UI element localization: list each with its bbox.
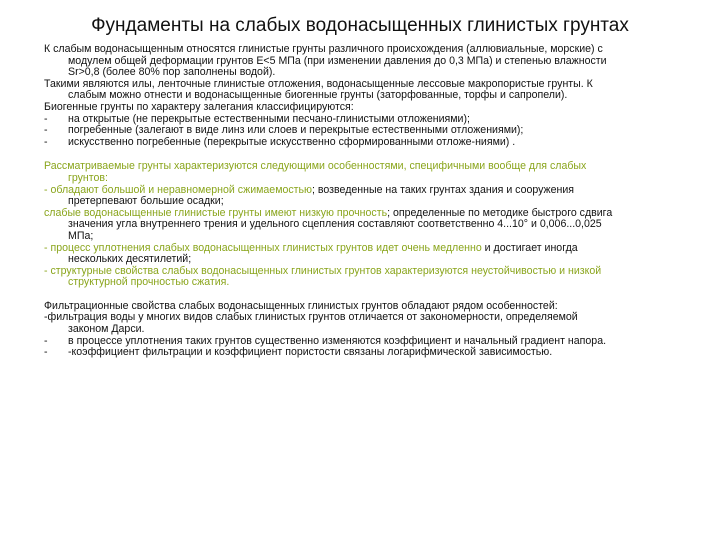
feature-consolidation-cont: нескольких десятилетий; (68, 253, 192, 266)
filtration-heading: Фильтрационные свойства слабых водонасыщенных глинистых грунтов обладают рядом особенностей: (44, 299, 558, 312)
filtration-darcy-cont: законом Дарси. (68, 323, 145, 336)
filtration-darcy: -фильтрация воды у многих видов слабых глинистых грунтов отличается от закономерности, определяемой (44, 311, 578, 324)
feature-highlight: - обладают большой и неравномерной сжимаемостью (44, 183, 312, 196)
features-block (44, 161, 694, 289)
feature-structure: - структурные свойства слабых водонасыщенных глинистых грунтов характеризуются неустойчивостью и низкой (44, 264, 602, 277)
bullet-dash: - (44, 334, 48, 347)
feature-text: ; возведенные на таких грунтах здания и сооружения (312, 183, 575, 196)
features-intro-line-2: грунтов: (68, 171, 108, 184)
feature-compressibility-cont: претерпевают большие осадки; (68, 195, 224, 208)
bullet-text: погребенные (залегают в виде линз или слоев и перекрытые естественными отложениями); (68, 124, 524, 137)
features-intro-line-1: Рассматриваемые грунты характеризуются следующими особенностями, специфичными вообще для слабых (44, 160, 587, 173)
bullet-dash: - (44, 124, 48, 137)
bullet-text: в процессе уплотнения таких грунтов существенно изменяются коэффициент и начальный градиент напора. (68, 334, 607, 347)
definition-line-1: К слабым водонасыщенным относятся глинистые грунты различного происхождения (аллювиальные, морские) с (44, 43, 603, 55)
definition-line-3: Sr>0,8 (более 80% пор заполнены водой). (68, 66, 276, 79)
classification-item-buried (44, 125, 694, 137)
examples-line-1: Такими являются илы, ленточные глинистые отложения, водонасыщенные лессовые макропористые грунты. К (44, 77, 593, 90)
bullet-text: -коэффициент фильтрации и коэффициент пористости связаны логарифмической зависимостью. (68, 346, 553, 359)
feature-structure-cont: структурной прочностью сжатия. (68, 276, 230, 289)
bullet-text: на открытые (не перекрытые естественными песчано-глинистыми отложениями); (68, 112, 470, 125)
examples-line-2: слабым можно отнести и водонасыщенные биогенные грунты (заторфованные, торфы и сапропели). (68, 89, 568, 102)
feature-text: ; определенные по методике быстрого сдвига (387, 206, 613, 219)
definition-block (44, 44, 694, 148)
classification-item-artificial (44, 137, 694, 149)
feature-strength-cont: значения угла внутреннего трения и удельного сцепления составляют соответственно 4...10° и 0,006...0,025 (68, 218, 602, 231)
filtration-item-coefficient (44, 347, 694, 359)
filtration-block (44, 301, 694, 359)
bullet-dash: - (44, 112, 48, 125)
slide-body (44, 44, 694, 359)
feature-text: и достигает иногда (481, 241, 578, 254)
definition-line-2: модулем общей деформации грунтов Е<5 МПа (при изменении давления до 0,3 МПа) и степенью влажности (68, 54, 607, 67)
slide-title: Фундаменты на слабых водонасыщенных глинистых грунтах (91, 15, 629, 36)
feature-highlight: слабые водонасыщенные глинистые грунты имеют низкую прочность (44, 206, 388, 219)
feature-highlight: - процесс уплотнения слабых водонасыщенных глинистых грунтов идет очень медленно (44, 241, 482, 254)
bullet-dash: - (44, 346, 48, 359)
classification-heading: Биогенные грунты по характеру залегания классифицируются: (44, 100, 354, 113)
bullet-dash: - (44, 135, 48, 148)
feature-strength-cont-2: МПа; (68, 229, 94, 242)
bullet-text: искусственно погребенные (перекрытые искусственно сформированными отложе-ниями) . (68, 135, 516, 148)
